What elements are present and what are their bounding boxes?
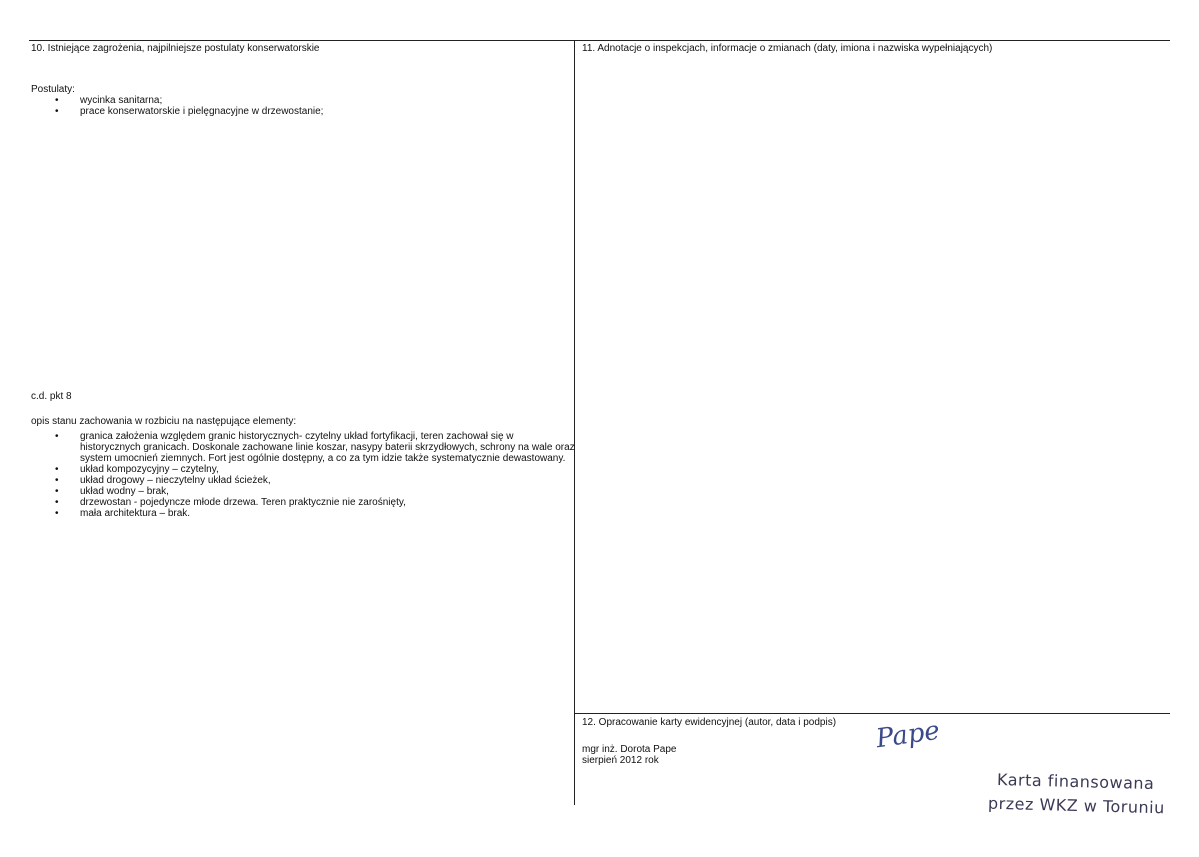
column-divider [574, 40, 575, 805]
list-item: • drzewostan - pojedyncze młode drzewa. Teren praktycznie nie zarośnięty, [30, 497, 575, 508]
elements-list [30, 431, 575, 519]
list-item: • układ drogowy – nieczytelny układ ścieżek, [30, 475, 575, 486]
continuation-label: c.d. pkt 8 [31, 391, 72, 402]
section12-header: 12. Opracowanie karty ewidencyjnej (autor, data i podpis) [582, 717, 837, 728]
list-item: • układ kompozycyjny – czytelny, [30, 464, 575, 475]
list-item: • mała architektura – brak. [30, 508, 575, 519]
list-item: • prace konserwatorskie i pielęgnacyjne w drzewostanie; [30, 106, 570, 117]
postulates-list [30, 95, 570, 117]
author-date: sierpień 2012 rok [582, 755, 659, 766]
list-item: • granica założenia względem granic historycznych- czytelny układ fortyfikacji, teren zachował się w historycznych granicach. Doskonale zachowane linie koszar, nasypy baterii skrzydłowych, schrony na wale oraz system umocnień ziemnych. Fort jest ogólnie dostępny, a co za tym idzie także systematycznie dewastowany. [30, 431, 575, 464]
list-item: • układ wodny – brak, [30, 486, 575, 497]
description-label: opis stanu zachowania w rozbiciu na następujące elementy: [31, 416, 297, 427]
section12-top-line [574, 713, 1170, 714]
author-name: mgr inż. Dorota Pape [582, 744, 677, 755]
list-item: • wycinka sanitarna; [30, 95, 570, 106]
section11-header: 11. Adnotacje o inspekcjach, informacje o zmianach (daty, imiona i nazwiska wypełniających) [582, 43, 993, 54]
section10-header: 10. Istniejące zagrożenia, najpilniejsze postulaty konserwatorskie [31, 43, 320, 54]
postulates-label: Postulaty: [31, 84, 75, 95]
funding-stamp-line2: przez WKZ w Toruniu [987, 793, 1165, 818]
signature: Pape [874, 715, 942, 755]
top-border-line [29, 40, 1170, 41]
funding-stamp-line1: Karta finansowana [996, 769, 1155, 794]
